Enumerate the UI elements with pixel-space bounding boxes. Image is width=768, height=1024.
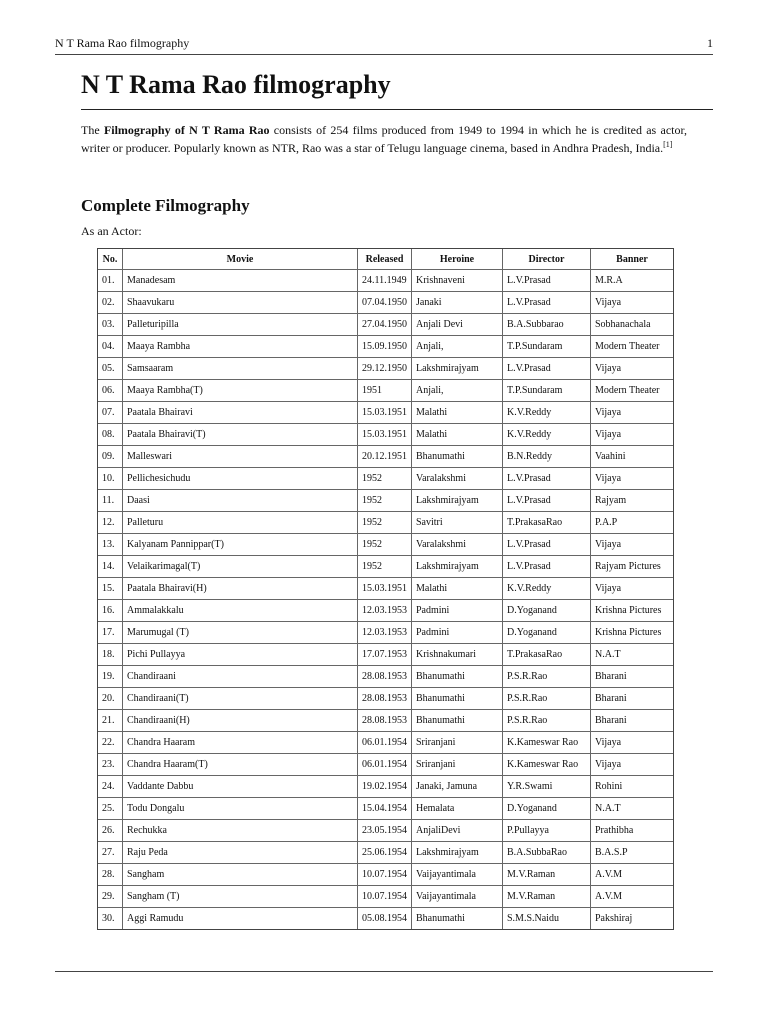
- cell-banner: M.R.A: [591, 270, 673, 292]
- intro-paragraph: [81, 121, 687, 157]
- cell-released: 15.03.1951: [358, 578, 412, 600]
- cell-director: B.A.Subbarao: [503, 314, 591, 336]
- cell-banner: Prathibha: [591, 820, 673, 842]
- cell-banner: P.A.P: [591, 512, 673, 534]
- cell-released: 28.08.1953: [358, 666, 412, 688]
- header-movie: Movie: [123, 249, 358, 270]
- header-released: Released: [358, 249, 412, 270]
- cell-no: 24.: [98, 776, 123, 798]
- cell-no: 23.: [98, 754, 123, 776]
- cell-released: 06.01.1954: [358, 732, 412, 754]
- header-heroine: Heroine: [412, 249, 503, 270]
- header-rule: [55, 54, 713, 55]
- cell-heroine: Anjali Devi: [412, 314, 503, 336]
- cell-released: 17.07.1953: [358, 644, 412, 666]
- cell-heroine: AnjaliDevi: [412, 820, 503, 842]
- cell-released: 06.01.1954: [358, 754, 412, 776]
- cell-movie: Daasi: [123, 490, 358, 512]
- cell-heroine: Lakshmirajyam: [412, 842, 503, 864]
- cell-movie: Chandiraani(T): [123, 688, 358, 710]
- cell-no: 04.: [98, 336, 123, 358]
- cell-heroine: Vaijayantimala: [412, 886, 503, 908]
- table-row: [98, 314, 673, 336]
- cell-heroine: Lakshmirajyam: [412, 358, 503, 380]
- cell-director: L.V.Prasad: [503, 490, 591, 512]
- cell-banner: Vijaya: [591, 358, 673, 380]
- cell-heroine: Savitri: [412, 512, 503, 534]
- cell-no: 13.: [98, 534, 123, 556]
- cell-director: K.Kameswar Rao: [503, 754, 591, 776]
- cell-movie: Pichi Pullayya: [123, 644, 358, 666]
- page-number: 1: [707, 36, 713, 50]
- cell-director: T.PrakasaRao: [503, 512, 591, 534]
- table-row: [98, 512, 673, 534]
- table-row: [98, 358, 673, 380]
- cell-banner: Pakshiraj: [595, 913, 633, 924]
- cell-released: 27.04.1950: [358, 314, 412, 336]
- cell-heroine: Krishnakumari: [412, 644, 503, 666]
- cell-no: 06.: [98, 380, 123, 402]
- cell-no: 27.: [98, 842, 123, 864]
- table-row: [98, 490, 673, 512]
- cell-released: 1952: [358, 468, 412, 490]
- cell-heroine: Anjali,: [412, 380, 503, 402]
- cell-heroine: Sriranjani: [412, 732, 503, 754]
- cell-released: 05.08.1954: [358, 908, 412, 929]
- cell-banner: Vijaya: [591, 754, 673, 776]
- table-body: [98, 270, 673, 929]
- cell-director: P.Pullayya: [503, 820, 591, 842]
- cell-released: 15.09.1950: [358, 336, 412, 358]
- cell-heroine: Varalakshmi: [412, 468, 503, 490]
- cell-released: 1952: [358, 534, 412, 556]
- cell-director: K.V.Reddy: [503, 402, 591, 424]
- cell-movie: Chandra Haaram(T): [123, 754, 358, 776]
- cell-banner: B.A.S.P: [591, 842, 673, 864]
- table-row: [98, 446, 673, 468]
- cell-movie: Maaya Rambha: [123, 336, 358, 358]
- cell-movie: Palleturu: [123, 512, 358, 534]
- cell-no: 01.: [98, 270, 123, 292]
- cell-heroine: Bhanumathi: [412, 908, 503, 929]
- cell-director: T.P.Sundaram: [503, 336, 591, 358]
- table-row: [98, 732, 673, 754]
- cell-movie: Malleswari: [123, 446, 358, 468]
- cell-banner: A.V.M: [591, 864, 673, 886]
- cell-no: 15.: [98, 578, 123, 600]
- cell-no: 20.: [98, 688, 123, 710]
- cell-director: K.Kameswar Rao: [503, 732, 591, 754]
- cell-heroine: Lakshmirajyam: [412, 490, 503, 512]
- cell-movie: Sangham (T): [123, 886, 358, 908]
- table-row: [98, 908, 673, 929]
- cell-released: 29.12.1950: [358, 358, 412, 380]
- footer-rule: [55, 971, 713, 972]
- cell-director: D.Yoganand: [503, 622, 591, 644]
- cell-director: L.V.Prasad: [503, 468, 591, 490]
- cell-banner: Vijaya: [591, 292, 673, 314]
- table-row: [98, 644, 673, 666]
- table-row: [98, 688, 673, 710]
- cell-heroine: Hemalata: [412, 798, 503, 820]
- table-row: [98, 754, 673, 776]
- cell-heroine: Bhanumathi: [412, 446, 503, 468]
- cell-director: D.Yoganand: [503, 798, 591, 820]
- cell-banner: Vijaya: [591, 732, 673, 754]
- cell-director: T.PrakasaRao: [503, 644, 591, 666]
- cell-heroine: Janaki: [412, 292, 503, 314]
- cell-released: 24.11.1949: [358, 270, 412, 292]
- cell-released: 10.07.1954: [358, 864, 412, 886]
- cell-banner: N.A.T: [591, 798, 673, 820]
- cell-released: 10.07.1954: [358, 886, 412, 908]
- cell-director: P.S.R.Rao: [503, 710, 591, 732]
- cell-released: 15.03.1951: [358, 424, 412, 446]
- cell-banner: Krishna Pictures: [591, 622, 673, 644]
- cell-no: 05.: [98, 358, 123, 380]
- cell-released: 20.12.1951: [358, 446, 412, 468]
- table-row: [98, 270, 673, 292]
- cell-movie: Vaddante Dabbu: [123, 776, 358, 798]
- cell-released: 1952: [358, 512, 412, 534]
- cell-director: L.V.Prasad: [503, 292, 591, 314]
- cell-banner: Vijaya: [591, 424, 673, 446]
- cell-movie: Paatala Bhairavi: [123, 402, 358, 424]
- cell-released: 19.02.1954: [358, 776, 412, 798]
- cell-director: B.N.Reddy: [503, 446, 591, 468]
- page-title: N T Rama Rao filmography: [81, 70, 391, 99]
- cell-released: 15.03.1951: [358, 402, 412, 424]
- cell-movie: Chandiraani(H): [123, 710, 358, 732]
- filmography-table: [97, 248, 674, 930]
- cell-no: 02.: [98, 292, 123, 314]
- cell-movie: Shaavukaru: [123, 292, 358, 314]
- citation-link[interactable]: [1]: [663, 140, 673, 149]
- intro-bold: Filmography of N T Rama Rao: [103, 123, 270, 137]
- intro-rest: consists of 254 films produced from 1949 to 1994 in which he is credited as actor, writer or producer. Popularly known as NTR, Rao was a star of Telugu language cinema, based in Andhra Pradesh, India.: [81, 123, 688, 155]
- table-row: [98, 886, 673, 908]
- table-row: [98, 424, 673, 446]
- cell-banner: Krishna Pictures: [591, 600, 673, 622]
- cell-no: 28.: [98, 864, 123, 886]
- cell-no: 29.: [98, 886, 123, 908]
- table-row: [98, 534, 673, 556]
- cell-banner: Rajyam: [591, 490, 673, 512]
- table-row: [98, 776, 673, 798]
- cell-movie: Kalyanam Pannippar(T): [123, 534, 358, 556]
- cell-released: 28.08.1953: [358, 688, 412, 710]
- cell-released: 1951: [358, 380, 412, 402]
- cell-movie: Velaikarimagal(T): [123, 556, 358, 578]
- cell-director: P.S.R.Rao: [503, 666, 591, 688]
- cell-heroine: Janaki, Jamuna: [412, 776, 503, 798]
- cell-director: L.V.Prasad: [503, 270, 591, 292]
- cell-banner: Bharani: [591, 710, 673, 732]
- cell-movie: Sangham: [123, 864, 358, 886]
- cell-no: 14.: [98, 556, 123, 578]
- cell-no: 08.: [98, 424, 123, 446]
- cell-director: D.Yoganand: [503, 600, 591, 622]
- cell-banner: A.V.M: [591, 886, 673, 908]
- cell-banner: Rohini: [591, 776, 673, 798]
- cell-movie: Palleturipilla: [123, 314, 358, 336]
- cell-banner: Rajyam Pictures: [591, 556, 673, 578]
- cell-released: 1952: [358, 556, 412, 578]
- cell-heroine: Bhanumathi: [412, 710, 503, 732]
- cell-banner: Vijaya: [591, 578, 673, 600]
- cell-released: 25.06.1954: [358, 842, 412, 864]
- cell-heroine: Malathi: [412, 578, 503, 600]
- cell-heroine: Malathi: [412, 424, 503, 446]
- cell-banner: Vijaya: [591, 468, 673, 490]
- table-row: [98, 798, 673, 820]
- cell-released: 1952: [358, 490, 412, 512]
- cell-banner: Modern Theater: [591, 380, 673, 402]
- title-rule: [81, 109, 713, 110]
- table-row: [98, 666, 673, 688]
- cell-director: B.A.SubbaRao: [503, 842, 591, 864]
- table-row: [98, 336, 673, 358]
- cell-no: 30.: [98, 908, 123, 929]
- cell-no: 12.: [98, 512, 123, 534]
- cell-heroine: Vaijayantimala: [412, 864, 503, 886]
- cell-movie: Pellichesichudu: [123, 468, 358, 490]
- table-row: [98, 292, 673, 314]
- table-caption: As an Actor:: [81, 224, 142, 238]
- cell-movie: Ammalakkalu: [123, 600, 358, 622]
- cell-director: L.V.Prasad: [503, 358, 591, 380]
- cell-heroine: Sriranjani: [412, 754, 503, 776]
- cell-movie: Manadesam: [123, 270, 358, 292]
- cell-director: K.V.Reddy: [503, 578, 591, 600]
- cell-banner: Modern Theater: [591, 336, 673, 358]
- intro-lead: The: [81, 123, 104, 137]
- cell-no: 26.: [98, 820, 123, 842]
- cell-banner: Bharani: [591, 666, 673, 688]
- cell-heroine: Lakshmirajyam: [412, 556, 503, 578]
- cell-movie: Chandra Haaram: [123, 732, 358, 754]
- cell-director: M.V.Raman: [503, 864, 591, 886]
- cell-no: 09.: [98, 446, 123, 468]
- table-row: [98, 578, 673, 600]
- cell-no: 22.: [98, 732, 123, 754]
- cell-heroine: Padmini: [412, 622, 503, 644]
- cell-banner: Vaahini: [591, 446, 673, 468]
- cell-director: L.V.Prasad: [503, 534, 591, 556]
- cell-heroine: Anjali,: [412, 336, 503, 358]
- cell-heroine: Varalakshmi: [412, 534, 503, 556]
- cell-director: P.S.R.Rao: [503, 688, 591, 710]
- cell-no: 18.: [98, 644, 123, 666]
- cell-movie: Chandiraani: [123, 666, 358, 688]
- cell-banner: N.A.T: [591, 644, 673, 666]
- cell-released: 23.05.1954: [358, 820, 412, 842]
- header-banner: Banner: [591, 249, 673, 270]
- header-no: No.: [98, 249, 123, 270]
- table-row: [98, 468, 673, 490]
- cell-no: 07.: [98, 402, 123, 424]
- cell-banner: Bharani: [591, 688, 673, 710]
- cell-movie: Raju Peda: [123, 842, 358, 864]
- cell-no: 11.: [98, 490, 123, 512]
- cell-movie: Todu Dongalu: [123, 798, 358, 820]
- cell-no: 19.: [98, 666, 123, 688]
- cell-movie: Aggi Ramudu: [123, 908, 358, 929]
- cell-movie: Rechukka: [123, 820, 358, 842]
- cell-director: S.M.S.Naidu: [503, 908, 591, 929]
- table-row: [98, 622, 673, 644]
- cell-movie: Maaya Rambha(T): [123, 380, 358, 402]
- cell-director: M.V.Raman: [503, 886, 591, 908]
- cell-banner: Sobhanachala: [591, 314, 673, 336]
- table-header-row: [98, 249, 673, 270]
- section-heading: Complete Filmography: [81, 196, 250, 215]
- cell-no: 25.: [98, 798, 123, 820]
- cell-director: K.V.Reddy: [503, 424, 591, 446]
- cell-heroine: Bhanumathi: [412, 688, 503, 710]
- cell-banner: Vijaya: [591, 534, 673, 556]
- cell-no: 16.: [98, 600, 123, 622]
- cell-released: 12.03.1953: [358, 600, 412, 622]
- table-row: [98, 380, 673, 402]
- cell-no: 10.: [98, 468, 123, 490]
- table-row: [98, 556, 673, 578]
- cell-no: 17.: [98, 622, 123, 644]
- cell-released: 15.04.1954: [358, 798, 412, 820]
- cell-movie: Samsaaram: [123, 358, 358, 380]
- cell-no: 21.: [98, 710, 123, 732]
- table-row: [98, 600, 673, 622]
- cell-heroine: Bhanumathi: [412, 666, 503, 688]
- table-row: [98, 820, 673, 842]
- cell-director: Y.R.Swami: [503, 776, 591, 798]
- cell-banner: Vijaya: [591, 402, 673, 424]
- running-header-title: N T Rama Rao filmography: [55, 36, 190, 50]
- cell-movie: Paatala Bhairavi(T): [123, 424, 358, 446]
- running-header: [55, 36, 713, 51]
- cell-no: 03.: [98, 314, 123, 336]
- cell-movie: Marumugal (T): [123, 622, 358, 644]
- cell-heroine: Krishnaveni: [412, 270, 503, 292]
- cell-heroine: Malathi: [412, 402, 503, 424]
- table-row: [98, 402, 673, 424]
- cell-movie: Paatala Bhairavi(H): [123, 578, 358, 600]
- cell-heroine: Padmini: [412, 600, 503, 622]
- cell-released: 28.08.1953: [358, 710, 412, 732]
- cell-director: T.P.Sundaram: [503, 380, 591, 402]
- cell-director: L.V.Prasad: [503, 556, 591, 578]
- header-director: Director: [503, 249, 591, 270]
- table-row: [98, 842, 673, 864]
- cell-released: 07.04.1950: [358, 292, 412, 314]
- table-row: [98, 864, 673, 886]
- cell-released: 12.03.1953: [358, 622, 412, 644]
- table-row: [98, 710, 673, 732]
